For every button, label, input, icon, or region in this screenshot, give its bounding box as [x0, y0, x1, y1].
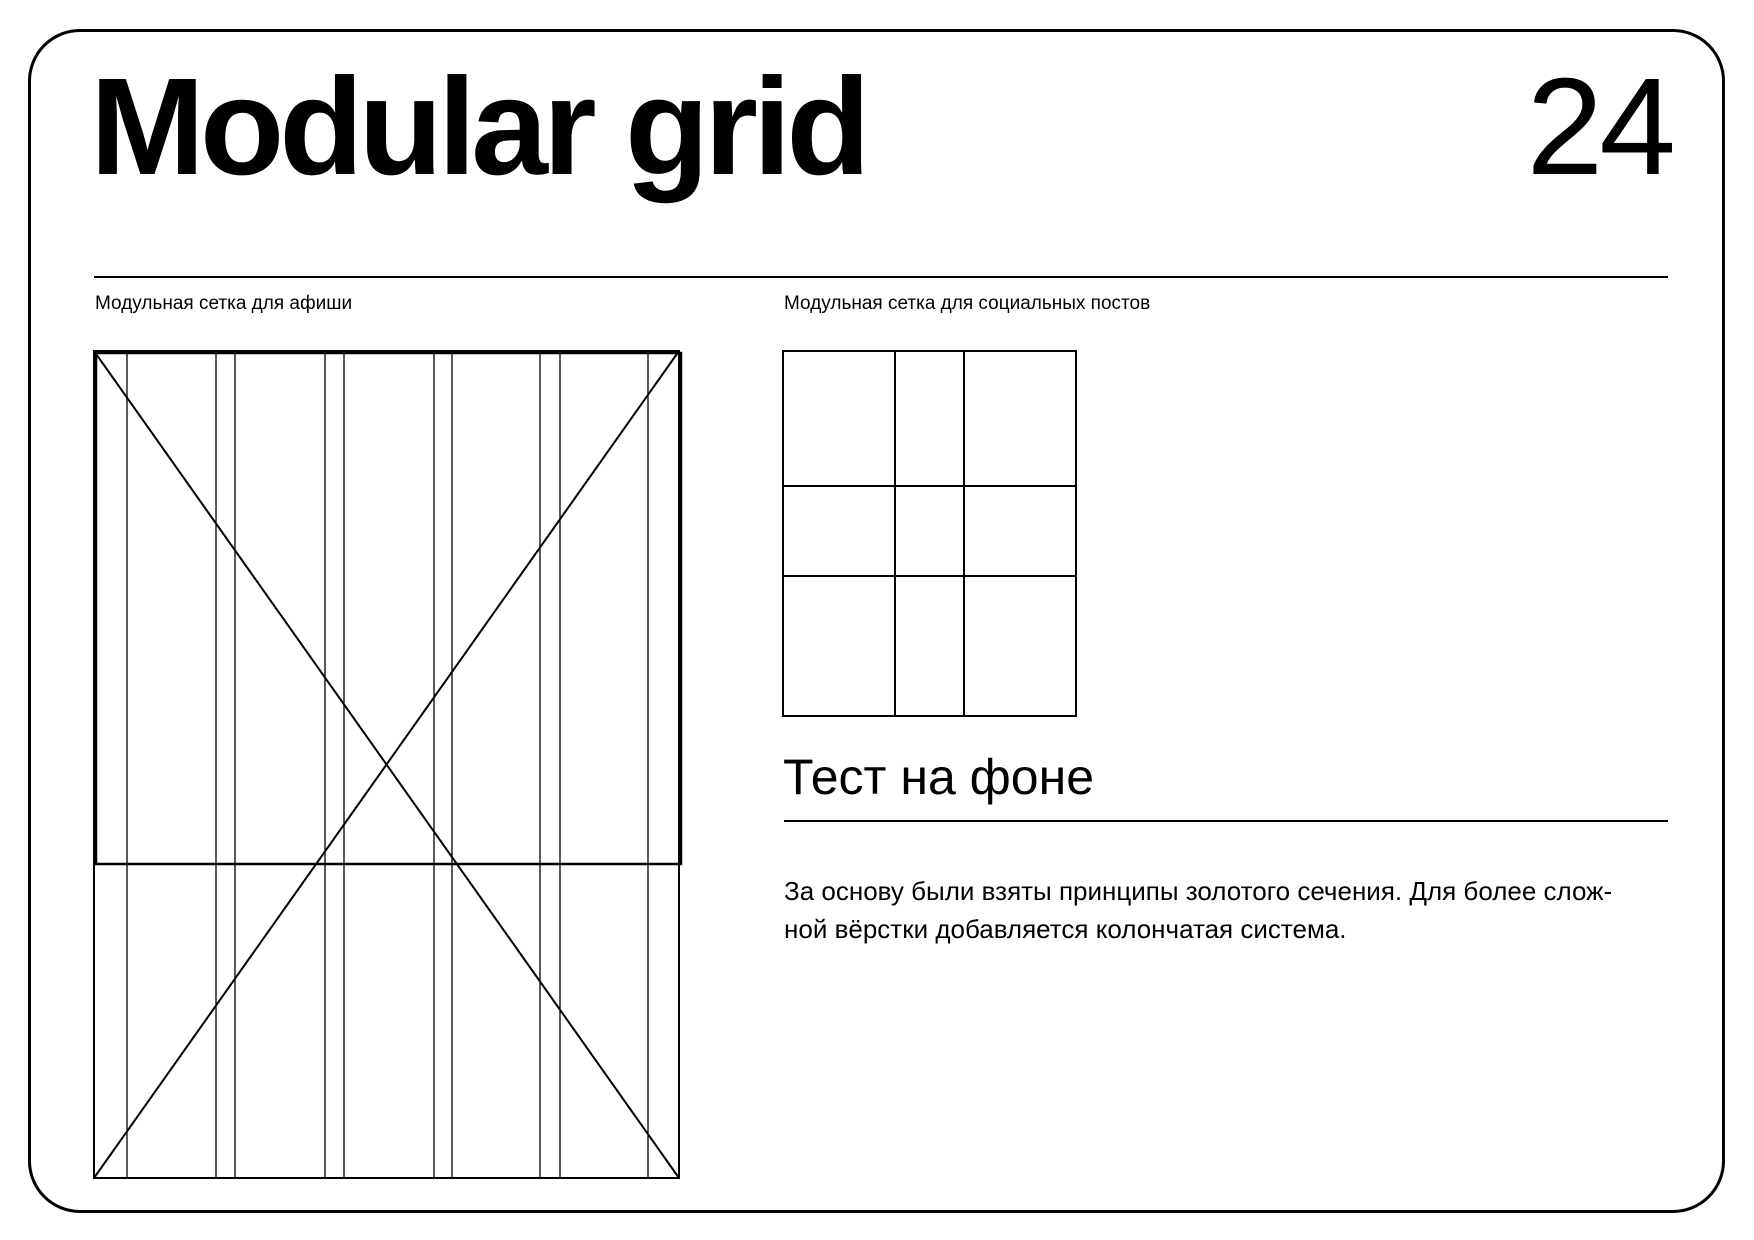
section-divider: [784, 820, 1668, 822]
social-grid-caption: Модульная сетка для социальных постов: [784, 293, 1151, 314]
background-test-description: [784, 872, 1664, 948]
page-title: Modular grid: [90, 50, 866, 204]
description-line: За основу были взяты принципы золотого сечения. Для более слож-: [784, 876, 1613, 906]
description-line: ной вёрстки добавляется колончатая система.: [784, 914, 1347, 944]
background-test-heading: Тест на фоне: [783, 749, 1095, 805]
social-grid-outline: [783, 351, 1076, 716]
page-number: 24: [1526, 50, 1672, 204]
poster-grid-caption: Модульная сетка для афиши: [95, 293, 353, 314]
